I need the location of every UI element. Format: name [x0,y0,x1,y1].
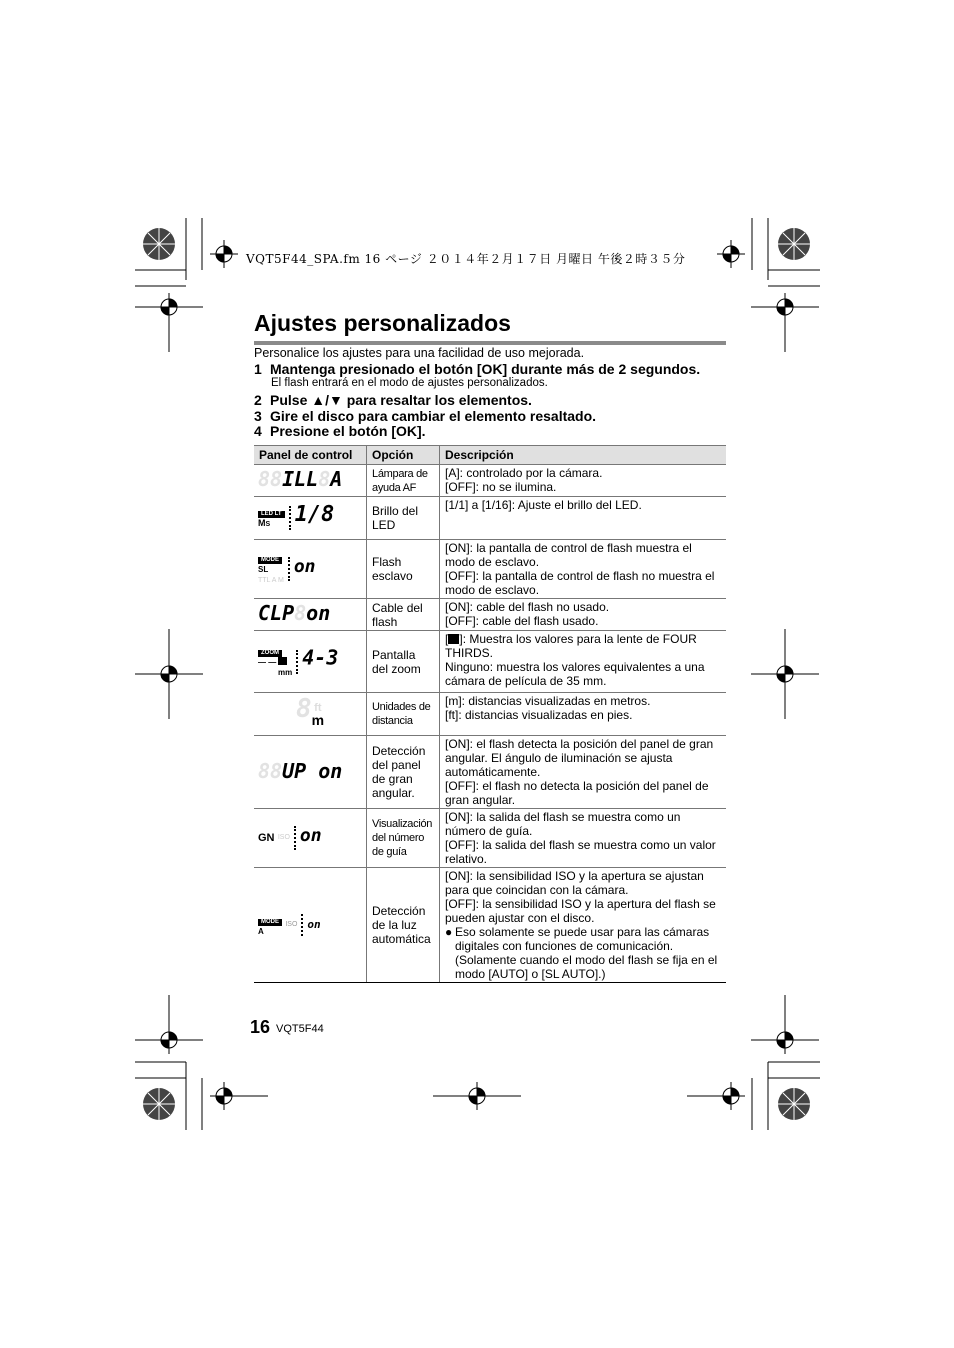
description-cell: [ON]: el flash detecta la posición del panel de gran angular. El ángulo de iluminación se ajusta automáticamente. [OFF]: el flash no detecta la posición del panel de gran angular. [440,736,727,809]
description-cell: [ON]: la sensibilidad ISO y la apertura se ajustan para que coincidan con la cámara. [OFF]: la sensibilidad ISO y la apertura del flash se pueden ajustar con el disco. ● Eso solamente se puede usar para las cámaras digitales con funciones de comunicación. (Solamente cuando el modo del flash se fija en el modo [AUTO] o [SL AUTO].) [440,868,727,983]
lcd-panel: GN ISO on [254,809,367,868]
table-row [254,631,726,693]
four-thirds-icon [448,634,459,644]
table-row [254,497,726,540]
option-cell: Pantalla del zoom [367,631,440,693]
description-cell: [1/1] a [1/16]: Ajuste el brillo del LED. [440,497,727,540]
description-cell: [A]: controlado por la cámara. [OFF]: no se ilumina. [440,465,727,497]
table-row [254,693,726,736]
lcd-panel: LED LT MS 1/8 [254,497,367,540]
step-1: 1 Mantenga presionado el botón [OK] durante más de 2 segundos. [254,361,701,377]
option-cell: Cable del flash [367,599,440,631]
table-row [254,736,726,809]
description-cell: [m]: distancias visualizadas en metros. [ft]: distancias visualizadas en pies. [440,693,727,736]
page-title: Ajustes personalizados [254,310,511,336]
table-row [254,809,726,868]
settings-table [254,445,726,983]
option-cell: Unidades de distancia [367,693,440,736]
document-code: VQT5F44 [276,1023,324,1035]
page-number: 16 [250,1017,271,1037]
col-header-panel: Panel de control [254,446,367,465]
lcd-panel: 8 ft m [254,693,367,736]
description-cell: [ON]: la pantalla de control de flash muestra el modo de esclavo. [OFF]: la pantalla de control de flash no muestra el modo de esclavo. [440,540,727,599]
lcd-panel: MODE SL TTL A Mon [254,540,367,599]
lcd-panel: MODE A ISO on [254,868,367,983]
table-row [254,599,726,631]
lcd-panel: 88ILL8A [254,465,367,497]
step-2: 2 Pulse ▲/▼ para resaltar los elementos. [254,392,532,408]
lcd-panel: 88UP on [254,736,367,809]
description-cell: [ ]: Muestra los valores para la lente de FOUR THIRDS. Ninguno: muestra los valores equivalentes a una cámara de película de 35 mm. [440,631,727,693]
col-header-option: Opción [367,446,440,465]
intro-text: Personalice los ajustes para una facilidad de uso mejorada. [254,346,585,360]
option-cell: Detección de la luz automática [367,868,440,983]
table-row [254,465,726,497]
note-bullet: Eso solamente se puede usar para las cámaras digitales con funciones de comunicación. (Solamente cuando el modo del flash se fija en el modo [AUTO] o [SL AUTO].) [455,925,718,981]
step-4: 4 Presione el botón [OK]. [254,423,426,439]
option-cell: Visualización del número de guía [367,809,440,868]
step-1-note: El flash entrará en el modo de ajustes personalizados. [271,377,548,389]
option-cell: Detección del panel de gran angular. [367,736,440,809]
option-cell: Flash esclavo [367,540,440,599]
lcd-panel: ZOOM — — mm4-3 [254,631,367,693]
four-thirds-icon [278,657,287,665]
description-cell: [ON]: cable del flash no usado. [OFF]: cable del flash usado. [440,599,727,631]
description-cell: [ON]: la salida del flash se muestra como un número de guía. [OFF]: la salida del flash se muestra como un valor relativo. [440,809,727,868]
table-row [254,868,726,983]
table-row [254,540,726,599]
option-cell: Brillo del LED [367,497,440,540]
col-header-description: Descripción [440,446,727,465]
option-cell: Lámpara de ayuda AF [367,465,440,497]
step-3: 3 Gire el disco para cambiar el elemento resaltado. [254,408,597,424]
lcd-panel: CLP8on [254,599,367,631]
title-underline [254,341,726,345]
file-header: VQT5F44_SPA.fm 16 ページ ２０１４年２月１７日 月曜日 午後２時３５分 [246,252,686,266]
